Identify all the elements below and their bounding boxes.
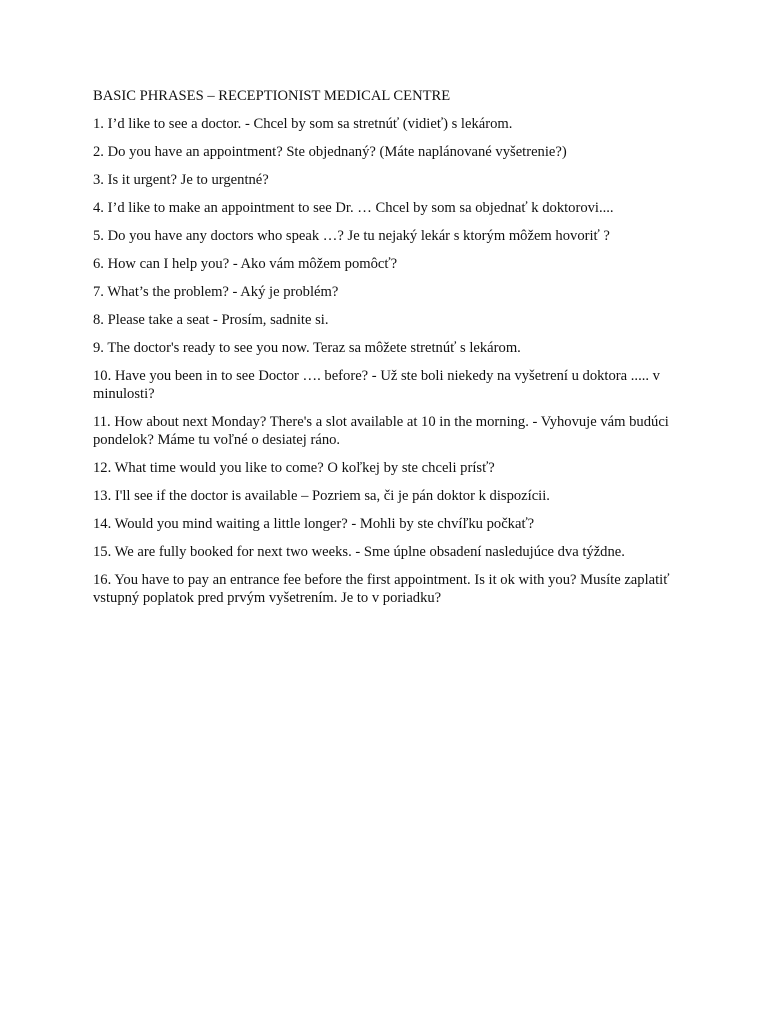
phrase-14: 14. Would you mind waiting a little longer? - Mohli by ste chvíľku počkať?: [93, 516, 535, 532]
phrase-16: 16. You have to pay an entrance fee before the first appointment. Is it ok with you? Musíte zaplatiť vstupný poplatok pred prvým vyšetrením. Je to v poriadku?: [93, 572, 670, 606]
phrase-6: 6. How can I help you? - Ako vám môžem pomôcť?: [93, 256, 398, 272]
document-body: [93, 87, 678, 617]
phrase-9: 9. The doctor's ready to see you now. Teraz sa môžete stretnúť s lekárom.: [93, 340, 521, 356]
phrase-13: 13. I'll see if the doctor is available – Pozriem sa, či je pán doktor k dispozícii.: [93, 488, 550, 504]
phrase-1: 1. I’d like to see a doctor. - Chcel by som sa stretnúť (vidieť) s lekárom.: [93, 116, 513, 132]
phrase-15: 15. We are fully booked for next two weeks. - Sme úplne obsadení nasledujúce dva týždne.: [93, 544, 625, 560]
phrase-8: 8. Please take a seat - Prosím, sadnite si.: [93, 312, 329, 328]
phrase-10: 10. Have you been in to see Doctor …. before? - Už ste boli niekedy na vyšetrení u doktora ..... v minulosti?: [93, 368, 660, 402]
document-title: BASIC PHRASES – RECEPTIONIST MEDICAL CENTRE: [93, 88, 451, 104]
phrase-5: 5. Do you have any doctors who speak …? Je tu nejaký lekár s ktorým môžem hovoriť ?: [93, 228, 610, 244]
phrase-3: 3. Is it urgent? Je to urgentné?: [93, 172, 269, 188]
phrase-4: 4. I’d like to make an appointment to see Dr. … Chcel by som sa objednať k doktorovi....: [93, 200, 614, 216]
phrase-12: 12. What time would you like to come? O koľkej by ste chceli prísť?: [93, 460, 495, 476]
phrase-11: 11. How about next Monday? There's a slot available at 10 in the morning. - Vyhovuje vám budúci pondelok? Máme tu voľné o desiatej ráno.: [93, 414, 669, 448]
phrase-2: 2. Do you have an appointment? Ste objednaný? (Máte naplánované vyšetrenie?): [93, 144, 567, 160]
phrase-list: [93, 115, 678, 607]
phrase-7: 7. What’s the problem? - Aký je problém?: [93, 284, 339, 300]
